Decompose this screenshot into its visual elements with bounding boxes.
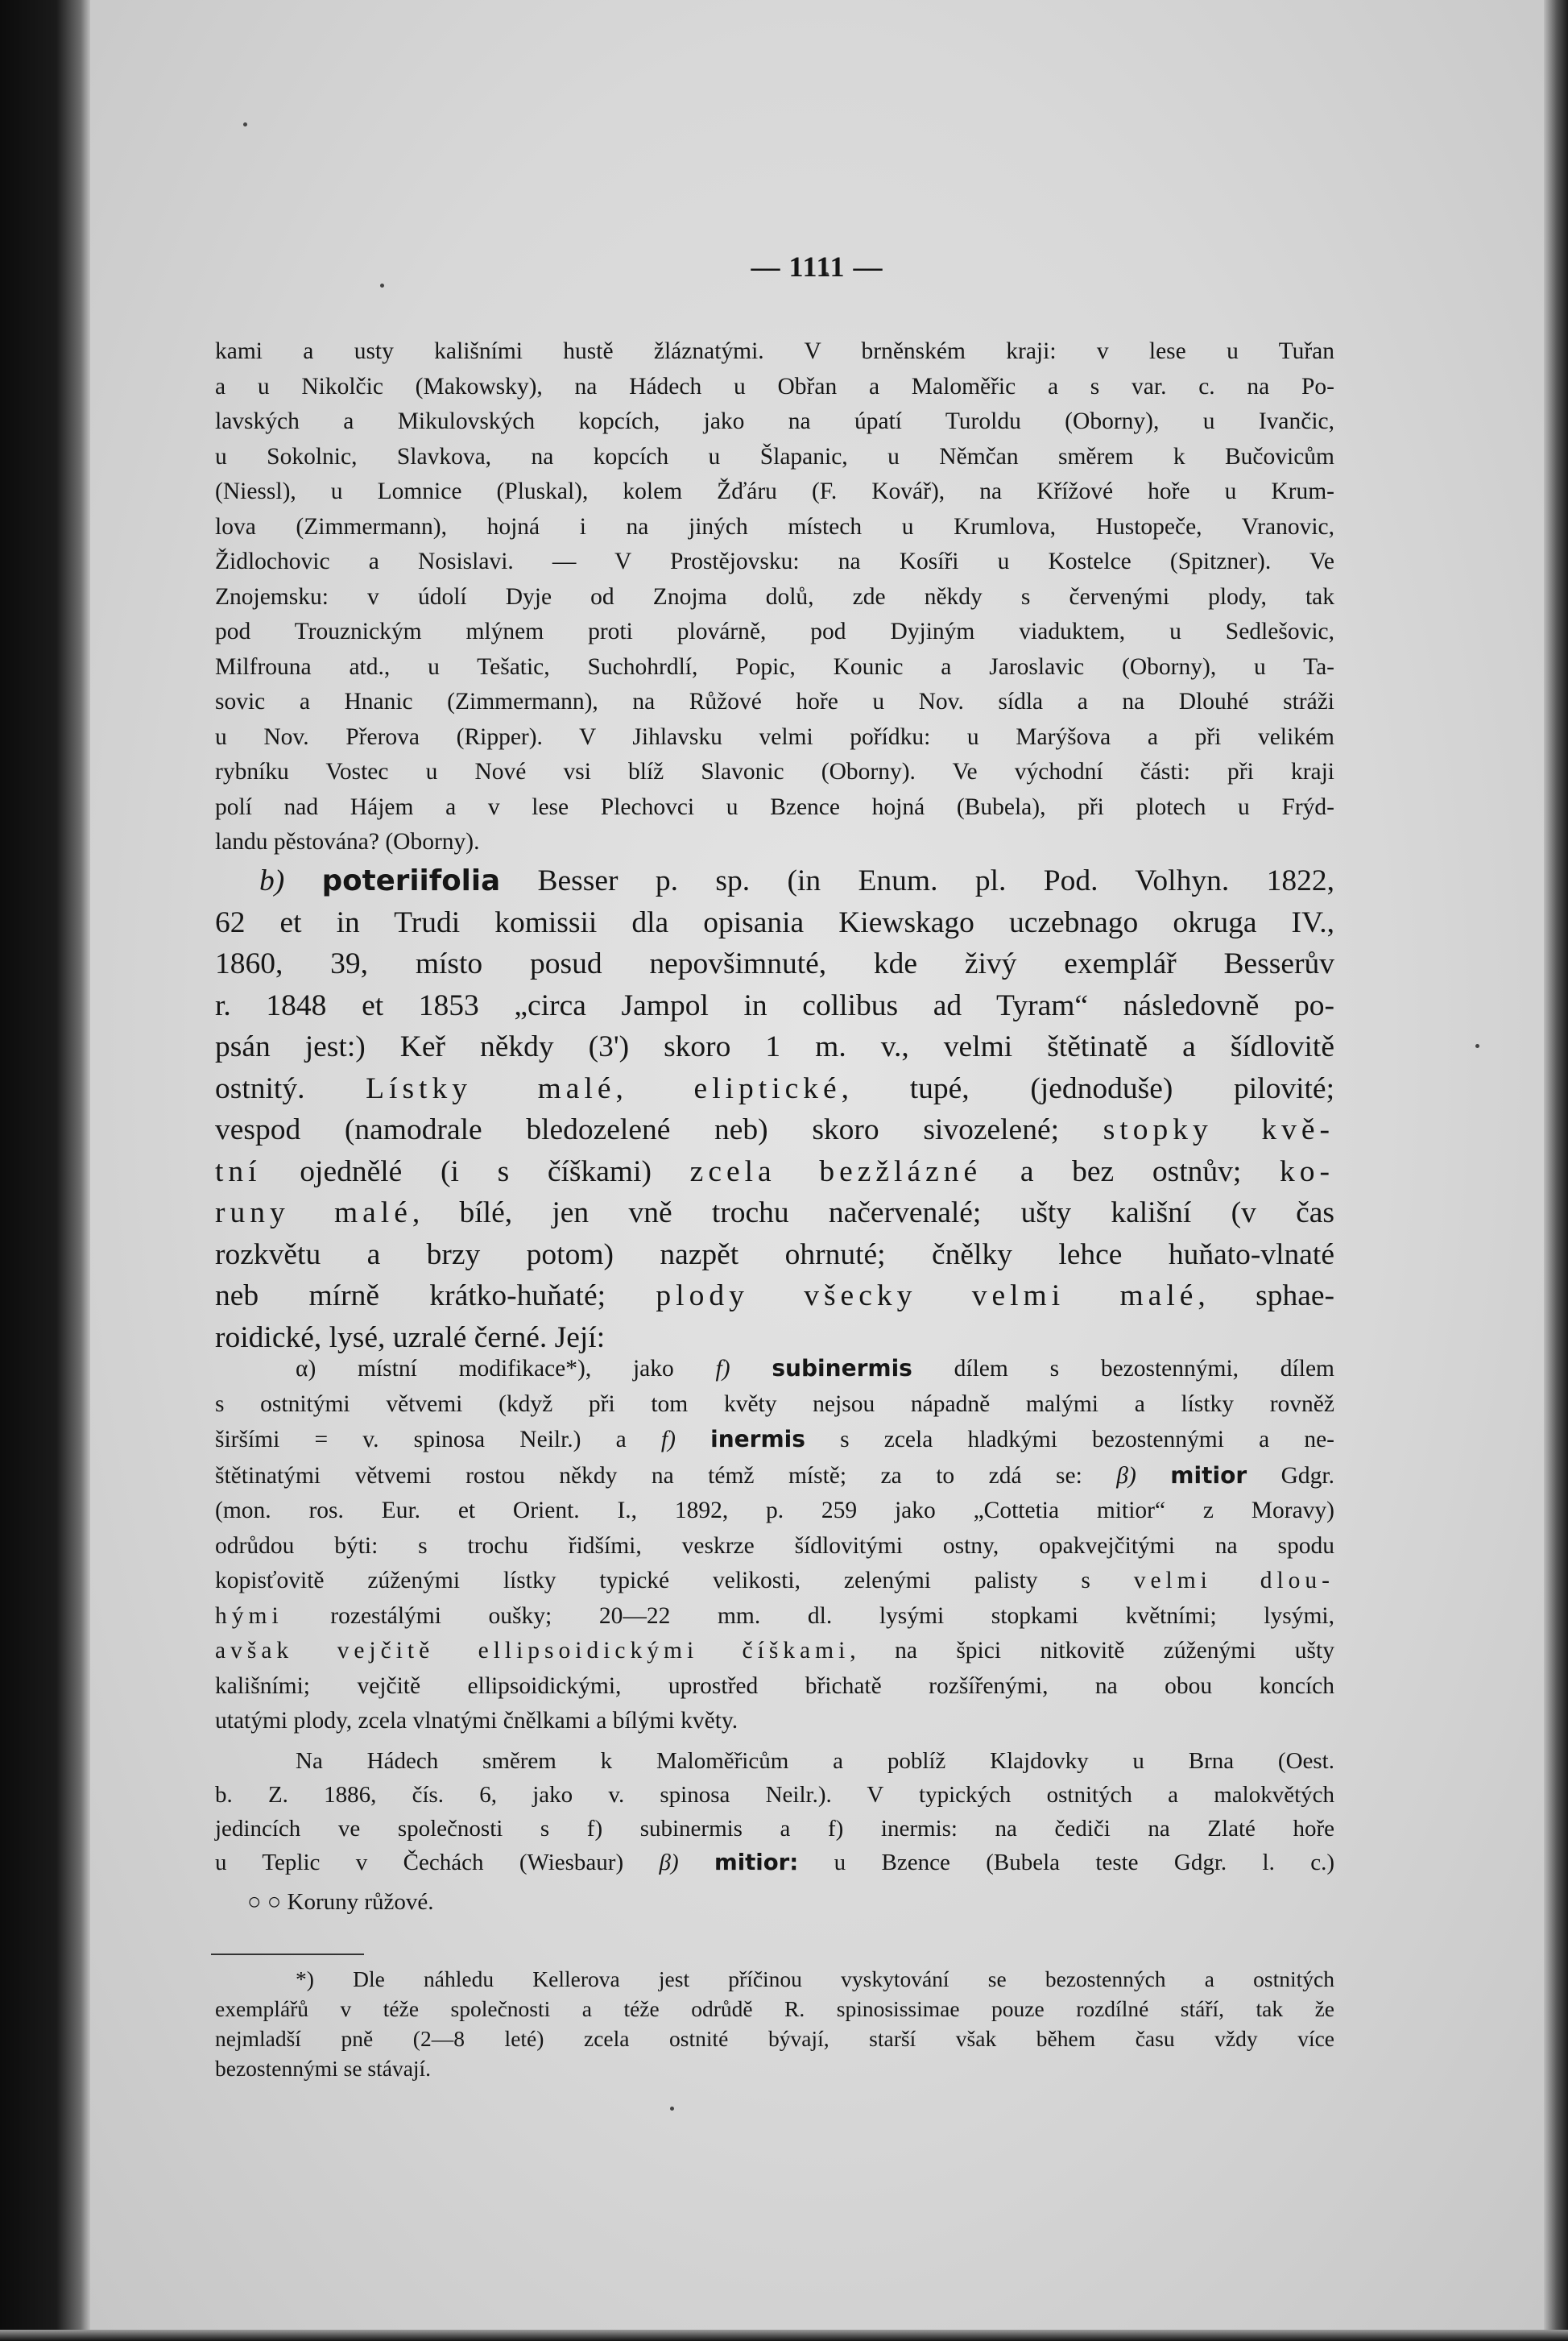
- text-line: [215, 1275, 1334, 1317]
- taxon-name: poteriifolia: [321, 864, 501, 897]
- text-line: utatými plody, zcela vlnatými čnělkami a bílými květy.: [215, 1708, 738, 1734]
- taxon-name: mitior:: [714, 1850, 799, 1875]
- text-segment: širšími = v. spinosa Neilr.) a: [215, 1427, 661, 1452]
- text-line: polí nad Hájem a v lese Plechovci u Bzence hojná (Bubela), při plotech u Frýd-: [215, 793, 1334, 820]
- localities-paragraph: [215, 334, 1334, 860]
- text-line: Na Hádech směrem k Maloměřicům a poblíž Klajdovky u Brna (Oest.: [296, 1748, 1334, 1774]
- text-line: rybníku Vostec u Nové vsi blíž Slavonic (Oborny). Ve východní části: při kraji: [215, 759, 1334, 785]
- text-segment: , na špici nitkovitě zúženými ušty: [850, 1638, 1334, 1664]
- footnote-line: bezostennými se stávají.: [215, 2056, 432, 2081]
- spaced-emphasis: avšak vejčitě ellipsoidickými číškami: [215, 1638, 850, 1664]
- form-letter: f): [715, 1356, 772, 1382]
- text-line: a u Nikolčic (Makowsky), na Hádech u Obřan a Maloměřic a s var. c. na Po-: [215, 373, 1334, 400]
- forms-localities-paragraph: [215, 1744, 1334, 1879]
- taxon-name: subinermis: [772, 1355, 912, 1382]
- poteriifolia-description: [215, 860, 1334, 1358]
- spaced-emphasis: zcela bezžlázné: [689, 1154, 983, 1188]
- text-segment: , sphae-: [1198, 1279, 1335, 1312]
- variety-letter: b): [259, 864, 322, 897]
- text-line: [215, 1068, 1334, 1110]
- text-line: [215, 860, 1334, 902]
- text-line: psán jest:) Keř někdy (3') skoro 1 m. v., velmi štětinatě a šídlovitě: [215, 1030, 1334, 1063]
- text-line: [215, 1109, 1334, 1151]
- text-line: odrůdou býti: s trochu řidšími, veskrze šídlovitými ostny, opakvejčitými na spodu: [215, 1532, 1334, 1559]
- text-line: [215, 1599, 1334, 1635]
- spaced-emphasis: velmi dlou-: [1133, 1568, 1334, 1593]
- text-line: b. Z. 1886, čís. 6, jako v. spinosa Neilr.). V typických ostnitých a malokvětých: [215, 1782, 1334, 1808]
- text-line: u Nov. Přerova (Ripper). V Jihlavsku velmi pořídku: u Marýšova a při velikém: [215, 723, 1334, 750]
- footnote-line: exemplářů v téže společnosti a téže odrůdě R. spinosissimae pouze rozdílné stáří, tak že: [215, 1996, 1334, 2021]
- spaced-emphasis: Lístky malé, eliptické: [366, 1071, 842, 1105]
- text-line: [215, 1564, 1334, 1599]
- book-page: [90, 0, 1544, 2330]
- modifications-paragraph: [215, 1351, 1334, 1739]
- text-line: s ostnitými větvemi (když při tom květy nejsou nápadně malými a lístky rovněž: [215, 1390, 1334, 1417]
- text-segment: u Teplic v Čechách (Wiesbaur): [215, 1850, 660, 1875]
- text-line: sovic a Hnanic (Zimmermann), na Růžové hoře u Nov. sídla a na Dlouhé stráži: [215, 689, 1334, 715]
- scan-speck: [1475, 1044, 1479, 1048]
- taxon-name: inermis: [710, 1426, 805, 1452]
- text-line: Milfrouna atd., u Tešatic, Suchohrdlí, Popic, Kounic a Jaroslavic (Oborny), u Ta-: [215, 653, 1334, 680]
- text-line: pod Trouznickým mlýnem proti plovárně, pod Dyjiným viaduktem, u Sedlešovic,: [215, 619, 1334, 644]
- text-segment: dílem s bezostennými, dílem: [912, 1356, 1334, 1382]
- text-segment: ostnitý.: [215, 1071, 366, 1105]
- spaced-emphasis: ko-: [1280, 1154, 1334, 1188]
- page-number: — 1111 —: [751, 251, 883, 283]
- spaced-emphasis: hými: [215, 1602, 283, 1629]
- text-segment: α) místní modifikace*), jako: [296, 1356, 716, 1382]
- text-line: Židlochovic a Nosislavi. — V Prostějovsku: na Kosíři u Kostelce (Spitzner). Ve: [215, 549, 1334, 574]
- text-segment: a bez ostnův;: [982, 1154, 1280, 1188]
- text-segment: Gdgr.: [1247, 1462, 1334, 1489]
- text-line: [215, 1422, 1334, 1458]
- scan-speck: [670, 2107, 674, 2111]
- text-segment: ojednělé (i s číškami): [261, 1154, 690, 1188]
- text-line: jedincích ve společnosti s f) subinermis a f) inermis: na čediči na Zlaté hoře: [215, 1816, 1334, 1842]
- text-segment: štětinatými větvemi rostou někdy na témž místě; za to zdá se:: [215, 1462, 1117, 1489]
- spaced-emphasis: plody všecky velmi malé: [656, 1279, 1198, 1312]
- spaced-emphasis: stopky kvě-: [1103, 1113, 1334, 1146]
- text-line: [215, 1458, 1334, 1494]
- text-line: 62 et in Trudi komissii dla opisania Kiewskago uczebnago okruga IV.,: [215, 905, 1334, 939]
- text-line: lova (Zimmermann), hojná i na jiných místech u Krumlova, Hustopeče, Vranovic,: [215, 513, 1334, 540]
- text-segment: , bílé, jen vně trochu načervenalé; ušty kališní (v čas: [412, 1196, 1334, 1229]
- text-line: 1860, 39, místo posud nepovšimnuté, kde živý exemplář Besserův: [215, 947, 1334, 980]
- text-line: kami a usty kališními hustě žláznatými. V brněnském kraji: v lese u Tuřan: [215, 338, 1334, 364]
- text-line: r. 1848 et 1853 „circa Jampol in collibus ad Tyram“ následovně po-: [215, 988, 1334, 1022]
- footnote-line: nejmladší pně (2—8 leté) zcela ostnité bývají, starší však během času vždy více: [215, 2026, 1334, 2051]
- text-segment: neb mírně krátko-huňaté;: [215, 1279, 656, 1312]
- text-line: [215, 1634, 1334, 1669]
- text-line: lavských a Mikulovských kopcích, jako na úpatí Turoldu (Oborny), u Ivančic,: [215, 408, 1334, 434]
- text-line: [215, 1192, 1334, 1234]
- scan-speck: [243, 122, 247, 126]
- text-line: [215, 1151, 1334, 1193]
- text-line: [215, 1351, 1334, 1387]
- scan-shadow-left: [0, 0, 90, 2341]
- text-segment: s zcela hladkými bezostennými a ne-: [805, 1427, 1334, 1452]
- text-line: (mon. ros. Eur. et Orient. I., 1892, p. 259 jako „Cottetia mitior“ z Moravy): [215, 1498, 1334, 1523]
- text-segment: u Bzence (Bubela teste Gdgr. l. c.): [798, 1850, 1335, 1875]
- text-line: [215, 1846, 1334, 1879]
- text-line: Znojemsku: v údolí Dyje od Znojma dolů, zde někdy s červenými plody, tak: [215, 583, 1334, 610]
- text-line: landu pěstována? (Oborny).: [215, 829, 480, 855]
- scan-shadow-bottom: [0, 2330, 1568, 2341]
- form-letter: β): [1116, 1462, 1171, 1489]
- form-letter: f): [660, 1427, 711, 1452]
- footnote-line: *) Dle náhledu Kellerova jest příčinou vyskytování se bezostenných a ostnitých: [296, 1966, 1334, 1991]
- text-line: roidické, lysé, uzralé černé. Její:: [215, 1320, 606, 1354]
- footnote-divider: [211, 1954, 364, 1955]
- text-line: kališními; vejčitě ellipsoidickými, uprostřed břichatě rozšířenými, na obou koncích: [215, 1672, 1334, 1699]
- taxon-name: mitior: [1170, 1461, 1247, 1489]
- text-line: (Niessl), u Lomnice (Pluskal), kolem Žďáru (F. Kovář), na Křížové hoře u Krum-: [215, 479, 1334, 504]
- spaced-emphasis: runy malé: [215, 1196, 412, 1229]
- scan-shadow-right: [1544, 0, 1568, 2341]
- text-segment: , tupé, (jednoduše) pilovité;: [841, 1071, 1334, 1105]
- scan-speck: [380, 284, 384, 288]
- corolla-note: ○ ○ Koruny růžové.: [247, 1889, 434, 1915]
- spaced-emphasis: tní: [215, 1154, 262, 1188]
- text-line: u Sokolnic, Slavkova, na kopcích u Šlapanic, u Němčan směrem k Bučovicům: [215, 443, 1334, 470]
- form-letter: β): [659, 1850, 714, 1875]
- text-segment: kopisťovitě zúženými lístky typické velikosti, zelenými palisty s: [215, 1568, 1134, 1593]
- text-segment: vespod (namodrale bledozelené neb) skoro sivozelené;: [215, 1113, 1103, 1146]
- text-segment: Besser p. sp. (in Enum. pl. Pod. Volhyn. 1822,: [500, 864, 1334, 897]
- footnote: [215, 1964, 1334, 2083]
- text-segment: rozestálými oušky; 20—22 mm. dl. lysými stopkami květními; lysými,: [283, 1602, 1334, 1629]
- text-line: rozkvětu a brzy potom) nazpět ohrnuté; čnělky lehce huňato-vlnaté: [215, 1237, 1334, 1271]
